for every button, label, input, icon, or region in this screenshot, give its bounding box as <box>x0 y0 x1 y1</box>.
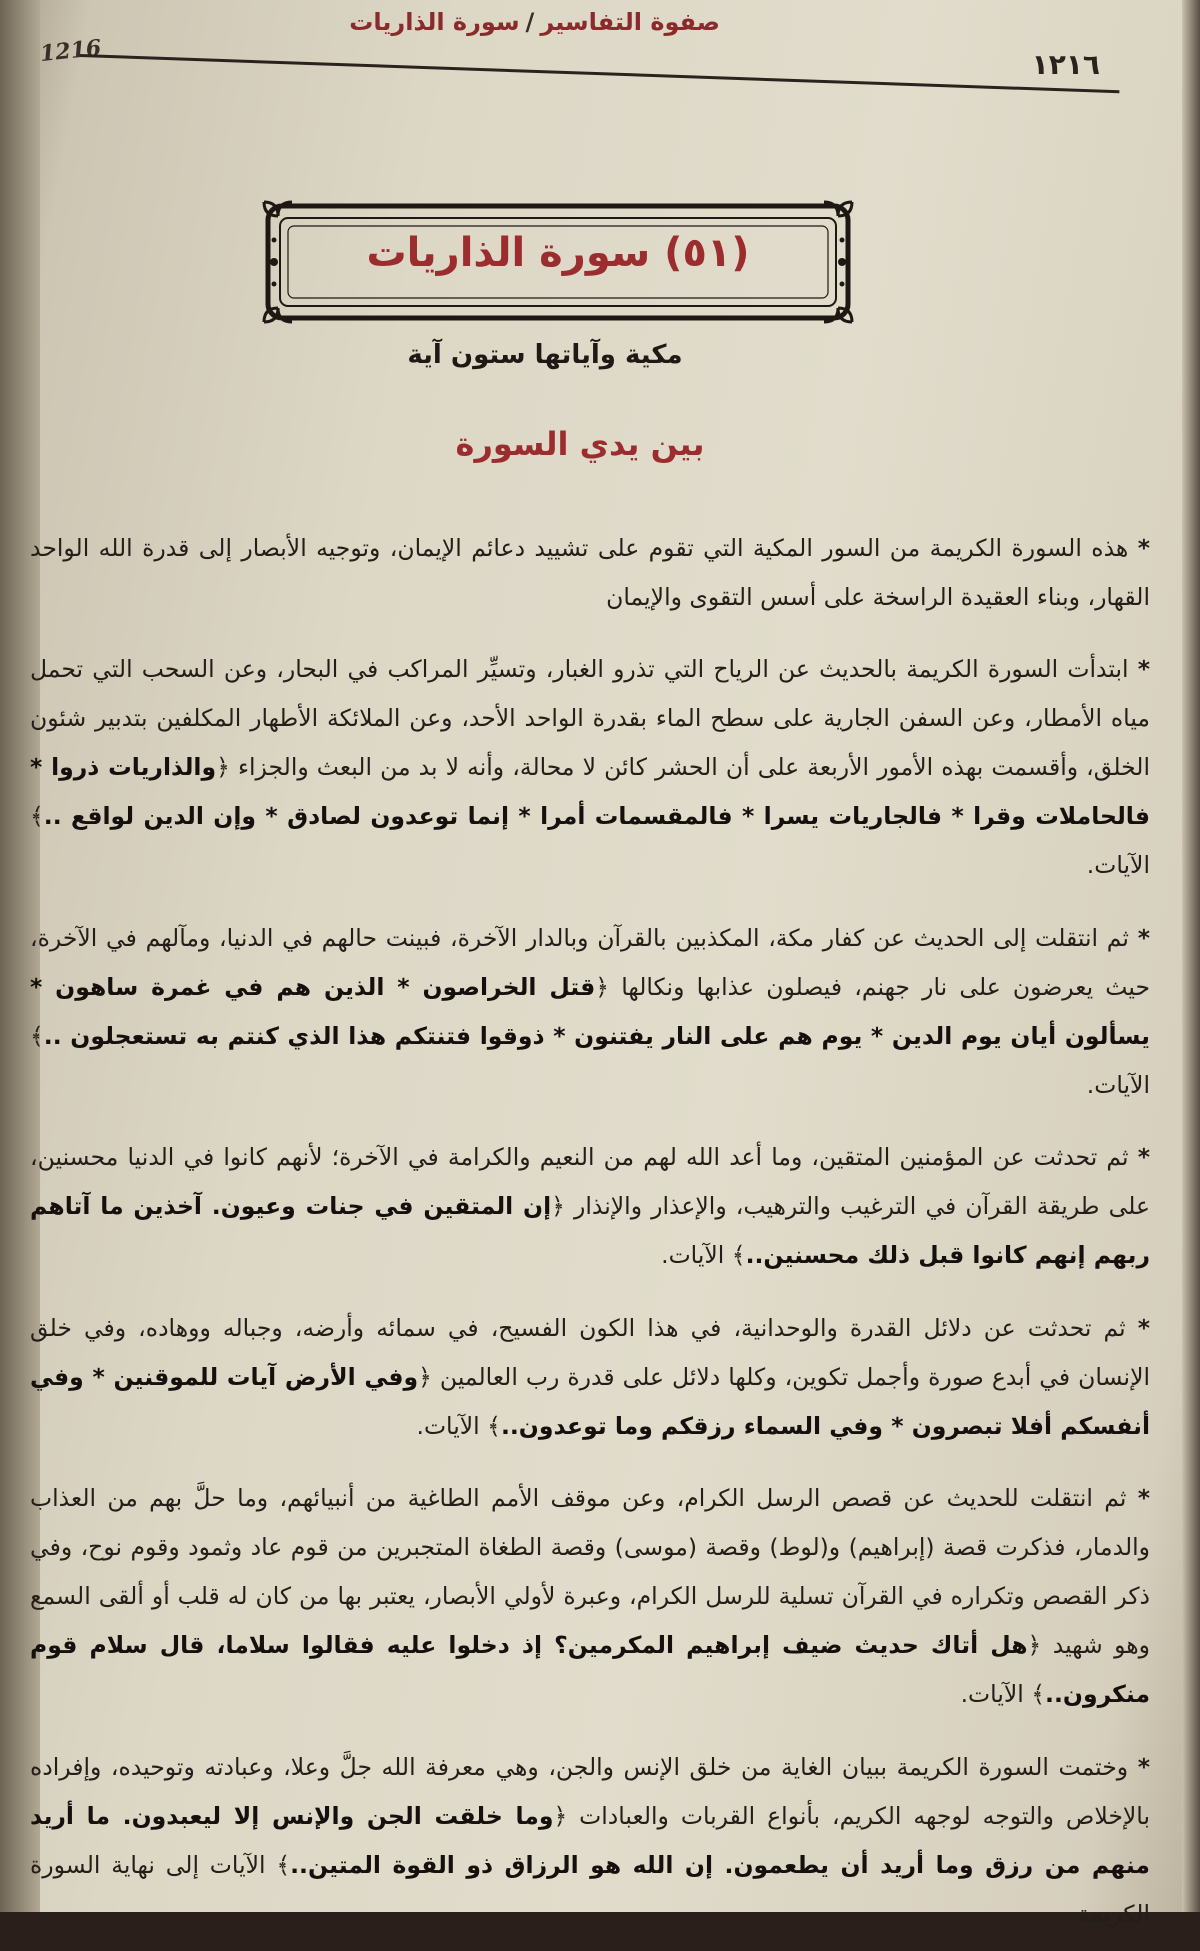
paragraph-tail: ﴾ الآيات إلى نهاية السورة الكريمة. <box>30 1850 1150 1928</box>
quran-quote: قتل الخراصون * الذين هم في غمرة ساهون * يسألون أيان يوم الدين * يوم هم على النار يفتنون * ذوقوا فتنتكم هذا الذي كنتم به تستعجلون .. <box>30 972 1150 1050</box>
surah-title-frame <box>258 196 858 328</box>
paragraph <box>30 1474 1150 1719</box>
bullet-star-icon: * <box>1137 655 1150 683</box>
bullet-star-icon: * <box>1137 1484 1150 1512</box>
paragraph-tail: ﴾ الآيات. <box>661 1241 746 1269</box>
paragraph-text: وختمت السورة الكريمة ببيان الغاية من خلق الإنس والجن، وهي معرفة الله جلَّ وعلا، وعبادته وتوحيده، وإفراده بالإخلاص والتوجه لوجهه الكريم، بأنواع القربات والعبادات ﴿ <box>30 1752 1150 1830</box>
paragraph <box>30 1743 1150 1939</box>
paragraph-text: ثم انتقلت للحديث عن قصص الرسل الكرام، وعن موقف الأمم الطاغية من أنبيائهم، وما حلَّ بهم من العذاب والدمار، فذكرت قصة (إبراهيم) و(لوط) وقصة (موسى) وقصة الطغاة المتجبرين من قوم عاد وثمود وقوم نوح، وفي ذكر القصص وتكراره في القرآن تسلية للرسل الكرام، وعبرة لأولي الأبصار، يعتبر بها من كان له قلب أو ألقى السمع وهو شهيد ﴿ <box>30 1484 1150 1659</box>
bullet-star-icon: * <box>1137 923 1150 952</box>
bullet-star-icon: * <box>1137 533 1150 562</box>
quran-quote: وما خلقت الجن والإنس إلا ليعبدون. ما أريد منهم من رزق وما أريد أن يطعمون. إن الله هو الرزاق ذو القوة المتين.. <box>30 1801 1150 1879</box>
running-title <box>349 8 720 36</box>
paragraph-tail: ﴾ الآيات. <box>30 1021 1150 1099</box>
paragraph-text: هذه السورة الكريمة من السور المكية التي تقوم على تشييد دعائم الإيمان، وتوجيه الأبصار إلى قدرة الله الواحد القهار، وبناء العقيدة الراسخة على أسس التقوى والإيمان <box>30 533 1150 611</box>
paragraph <box>30 1133 1150 1280</box>
bullet-star-icon: * <box>1137 1143 1150 1171</box>
quran-quote: وفي الأرض آيات للموقنين * وفي أنفسكم أفلا تبصرون * وفي السماء رزقكم وما توعدون.. <box>30 1362 1150 1440</box>
paragraph-text: ابتدأت السورة الكريمة بالحديث عن الرياح التي تذرو الغبار، وتسيِّر المراكب في البحار، وعن السحب التي تحمل مياه الأمطار، وعن السفن الجارية على سطح الماء بقدرة الواحد الأحد، وعن الملائكة الأطهار المكلفين بتدبير شئون الخلق، وأقسمت بهذه الأمور الأربعة على أن الحشر كائن لا محالة، وأنه لا بد من البعث والجزاء ﴿ <box>30 655 1150 781</box>
paragraph <box>30 645 1150 890</box>
paragraph-text: ثم تحدثت عن دلائل القدرة والوحدانية، في هذا الكون الفسيح، في سمائه وأرضه، وجباله ووهاده، وفي خلق الإنسان في أبدع صورة وأجمل تكوين، وكلها دلائل على قدرة رب العالمين ﴿ <box>30 1313 1150 1391</box>
page-number-arabic: ١٢١٦ <box>1031 48 1100 81</box>
paragraph <box>30 914 1150 1110</box>
section-heading: بين يدي السورة <box>455 425 705 463</box>
title-separator: / <box>525 8 535 36</box>
book-title: صفوة التفاسير <box>540 8 720 36</box>
paragraph-text: ثم انتقلت إلى الحديث عن كفار مكة، المكذبين بالقرآن وبالدار الآخرة، فبينت حالهم في الدنيا، ومآلهم في الآخرة، حيث يعرضون على نار جهنم، فيصلون عذابها ونكالها ﴿ <box>30 923 1150 1001</box>
paragraph-text: ثم تحدثت عن المؤمنين المتقين، وما أعد الله لهم من النعيم والكرامة في الآخرة؛ لأنهم كانوا في الدنيا محسنين، على طريقة القرآن في الترغيب والترهيب، والإعذار والإنذار ﴿ <box>30 1143 1150 1220</box>
surah-subtitle: مكية وآياتها ستون آية <box>407 340 683 370</box>
paragraph-tail: ﴾ الآيات. <box>30 802 1150 879</box>
quran-quote: هل أتاك حديث ضيف إبراهيم المكرمين؟ إذ دخلوا عليه فقالوا سلاما، قال سلام قوم منكرون.. <box>30 1631 1150 1708</box>
bullet-star-icon: * <box>1137 1752 1150 1781</box>
paragraph <box>30 524 1150 622</box>
body-text <box>30 500 1150 1951</box>
paragraph-tail: ﴾ الآيات. <box>960 1680 1046 1708</box>
bullet-star-icon: * <box>1137 1313 1150 1342</box>
surah-title: (٥١) سورة الذاريات <box>366 230 750 276</box>
header-rule <box>80 54 1119 93</box>
page-number-latin: 1216 <box>38 34 103 68</box>
paragraph-tail: ﴾ الآيات. <box>416 1411 501 1440</box>
running-header <box>40 0 1160 80</box>
surah-name: سورة الذاريات <box>349 8 520 36</box>
quran-quote: إن المتقين في جنات وعيون. آخذين ما آتاهم ربهم إنهم كانوا قبل ذلك محسنين.. <box>30 1192 1150 1269</box>
page-edge-shadow <box>1182 0 1200 1912</box>
paragraph <box>30 1304 1150 1451</box>
quran-quote: والذاريات ذروا * فالحاملات وقرا * فالجاريات يسرا * فالمقسمات أمرا * إنما توعدون لصادق * وإن الدين لواقع .. <box>30 753 1150 830</box>
